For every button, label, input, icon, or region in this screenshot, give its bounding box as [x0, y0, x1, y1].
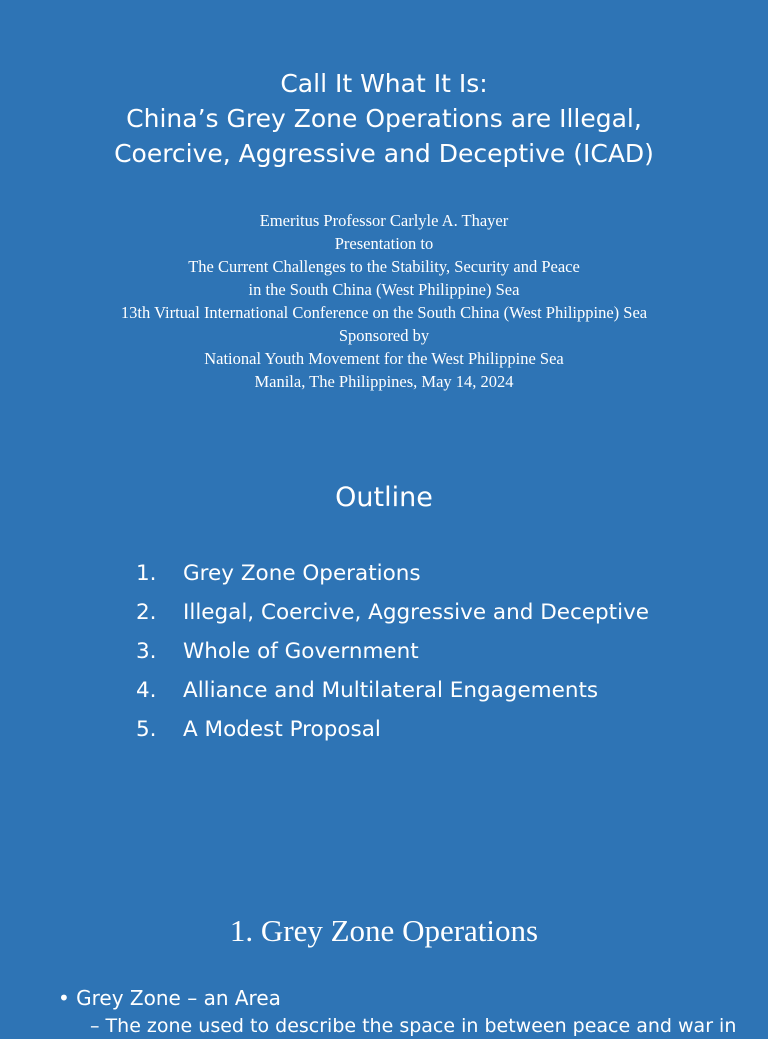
title-line: Call It What It Is: [280, 69, 488, 98]
item-text: A Modest Proposal [183, 717, 381, 742]
title-line: Coercive, Aggressive and Deceptive (ICAD) [114, 139, 654, 168]
item-number: 4. [136, 678, 157, 703]
details-line: Sponsored by [338, 326, 430, 345]
date-line: Manila, The Philippines, May 14, 2024 [254, 372, 514, 391]
author-line: Emeritus Professor Carlyle A. Thayer [259, 211, 509, 230]
presentation-title [0, 66, 768, 171]
details-line: The Current Challenges to the Stability, Security and Peace [188, 257, 580, 276]
outline-item [136, 595, 649, 634]
item-number: 1. [136, 561, 157, 586]
item-text: Grey Zone Operations [183, 561, 421, 586]
item-text: Whole of Government [183, 639, 419, 664]
item-number: 5. [136, 717, 157, 742]
outline-list [136, 556, 649, 751]
outline-item [136, 634, 649, 673]
title-line: China’s Grey Zone Operations are Illegal, [126, 104, 642, 133]
details-line: 13th Virtual International Conference on the South China (West Philippine) Sea [120, 303, 648, 322]
outline-heading: Outline [335, 482, 433, 513]
outline-item [136, 673, 649, 712]
details-line: Presentation to [334, 234, 434, 253]
sub-bullet-point: – The zone used to describe the space in between peace and war in [90, 1015, 737, 1037]
outline-item [136, 712, 649, 751]
details-line: National Youth Movement for the West Philippine Sea [204, 349, 564, 368]
details-line: in the South China (West Philippine) Sea [248, 280, 520, 299]
item-number: 3. [136, 639, 157, 664]
item-number: 2. [136, 600, 157, 625]
outline-item [136, 556, 649, 595]
item-text: Illegal, Coercive, Aggressive and Deceptive [183, 600, 650, 625]
item-text: Alliance and Multilateral Engagements [183, 678, 599, 703]
section-heading: 1. Grey Zone Operations [229, 913, 539, 948]
presentation-details [0, 209, 768, 393]
bullet-point: • Grey Zone – an Area [58, 986, 281, 1010]
